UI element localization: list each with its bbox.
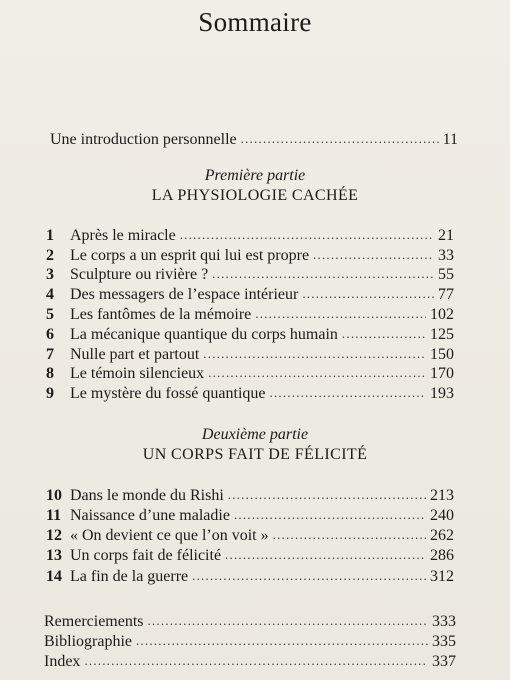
chapter-page: 55 <box>438 266 454 283</box>
toc-chapter-8 <box>46 364 454 384</box>
toc-chapter-10 <box>46 486 454 506</box>
chapter-title: Après le miracle <box>70 227 176 244</box>
chapter-number: 14 <box>46 568 62 585</box>
chapter-number: 10 <box>46 487 62 504</box>
toc-entry-page: 335 <box>432 633 456 650</box>
leader-dots <box>234 505 426 525</box>
chapter-title: Nulle part et partout <box>70 346 200 363</box>
leader-dots <box>313 245 434 265</box>
chapter-number: 11 <box>46 507 62 524</box>
chapter-title: Le témoin silencieux <box>70 365 205 382</box>
leader-dots <box>148 611 428 631</box>
leader-dots <box>273 525 426 545</box>
leader-dots <box>228 485 426 505</box>
leader-dots <box>192 566 426 586</box>
toc-chapter-13 <box>46 546 454 566</box>
part-1-label: Première partie <box>204 167 306 184</box>
toc-entry-bibliographie <box>44 632 456 652</box>
chapter-title: Le mystère du fossé quantique <box>70 385 266 402</box>
leader-dots <box>180 225 434 245</box>
chapter-page: 33 <box>438 247 454 264</box>
chapter-page: 240 <box>430 507 454 524</box>
chapter-title: Des messagers de l’espace intérieur <box>70 286 299 303</box>
chapter-number: 2 <box>46 247 54 264</box>
chapter-number: 6 <box>46 326 54 343</box>
chapter-page: 125 <box>430 326 454 343</box>
leader-dots <box>212 264 434 284</box>
chapter-number: 4 <box>46 286 54 303</box>
toc-entry-label: Index <box>44 653 81 670</box>
chapter-page: 193 <box>430 385 454 402</box>
chapter-title: Le corps a un esprit qui lui est propre <box>70 247 310 264</box>
chapter-title: Naissance d’une maladie <box>70 507 230 524</box>
toc-chapter-4 <box>46 285 454 305</box>
chapter-number: 3 <box>46 266 54 283</box>
toc-entry-label: Une introduction personnelle <box>50 131 237 148</box>
chapter-page: 77 <box>438 286 454 303</box>
leader-dots <box>270 383 427 403</box>
leader-dots <box>225 545 426 565</box>
toc-entry-page: 337 <box>432 653 456 670</box>
chapter-number: 5 <box>46 306 54 323</box>
toc-chapter-1 <box>46 226 454 246</box>
chapter-title: La mécanique quantique du corps humain <box>70 326 338 343</box>
chapter-title: Un corps fait de félicité <box>70 547 222 564</box>
part-1-title: LA PHYSIOLOGIE CACHÉE <box>151 187 359 204</box>
chapter-page: 213 <box>430 487 454 504</box>
toc-entry-label: Bibliographie <box>44 633 132 650</box>
toc-entry-introduction <box>50 130 458 150</box>
toc-chapter-5 <box>46 305 454 325</box>
leader-dots <box>302 284 434 304</box>
leader-dots <box>136 631 428 651</box>
toc-entry-label: Remerciements <box>44 613 144 630</box>
leader-dots <box>84 651 428 671</box>
chapter-title: La fin de la guerre <box>70 568 189 585</box>
chapter-title: Sculpture ou rivière ? <box>70 266 209 283</box>
toc-chapter-9 <box>46 384 454 404</box>
chapter-page: 21 <box>438 227 454 244</box>
chapter-title: « On devient ce que l’on voit » <box>70 527 269 544</box>
toc-chapter-2 <box>46 246 454 266</box>
leader-dots <box>241 129 439 149</box>
toc-chapter-11 <box>46 506 454 526</box>
chapter-number: 12 <box>46 527 62 544</box>
toc-chapter-6 <box>46 325 454 345</box>
toc-entry-remerciements <box>44 612 456 632</box>
chapter-title: Dans le monde du Rishi <box>70 487 224 504</box>
chapter-number: 1 <box>46 227 54 244</box>
part-2-label: Deuxième partie <box>201 426 309 443</box>
leader-dots <box>203 344 426 364</box>
chapter-page: 150 <box>430 346 454 363</box>
toc-entry-page: 11 <box>442 131 458 148</box>
chapter-page: 286 <box>430 547 454 564</box>
part-2-title: UN CORPS FAIT DE FÉLICITÉ <box>142 446 368 463</box>
toc-chapter-14 <box>46 567 454 587</box>
chapter-page: 102 <box>430 306 454 323</box>
chapter-number: 13 <box>46 547 62 564</box>
toc-entry-index <box>44 652 456 672</box>
chapter-title: Les fantômes de la mémoire <box>70 306 252 323</box>
toc-entry-page: 333 <box>432 613 456 630</box>
chapter-number: 7 <box>46 346 54 363</box>
chapter-page: 262 <box>430 527 454 544</box>
page-title: Sommaire <box>198 7 312 37</box>
toc-chapter-12 <box>46 526 454 546</box>
chapter-page: 170 <box>430 365 454 382</box>
leader-dots <box>255 304 426 324</box>
chapter-page: 312 <box>430 568 454 585</box>
chapter-number: 8 <box>46 365 54 382</box>
toc-chapter-7 <box>46 345 454 365</box>
toc-chapter-3 <box>46 265 454 285</box>
leader-dots <box>208 363 426 383</box>
chapter-number: 9 <box>46 385 54 402</box>
leader-dots <box>342 324 426 344</box>
